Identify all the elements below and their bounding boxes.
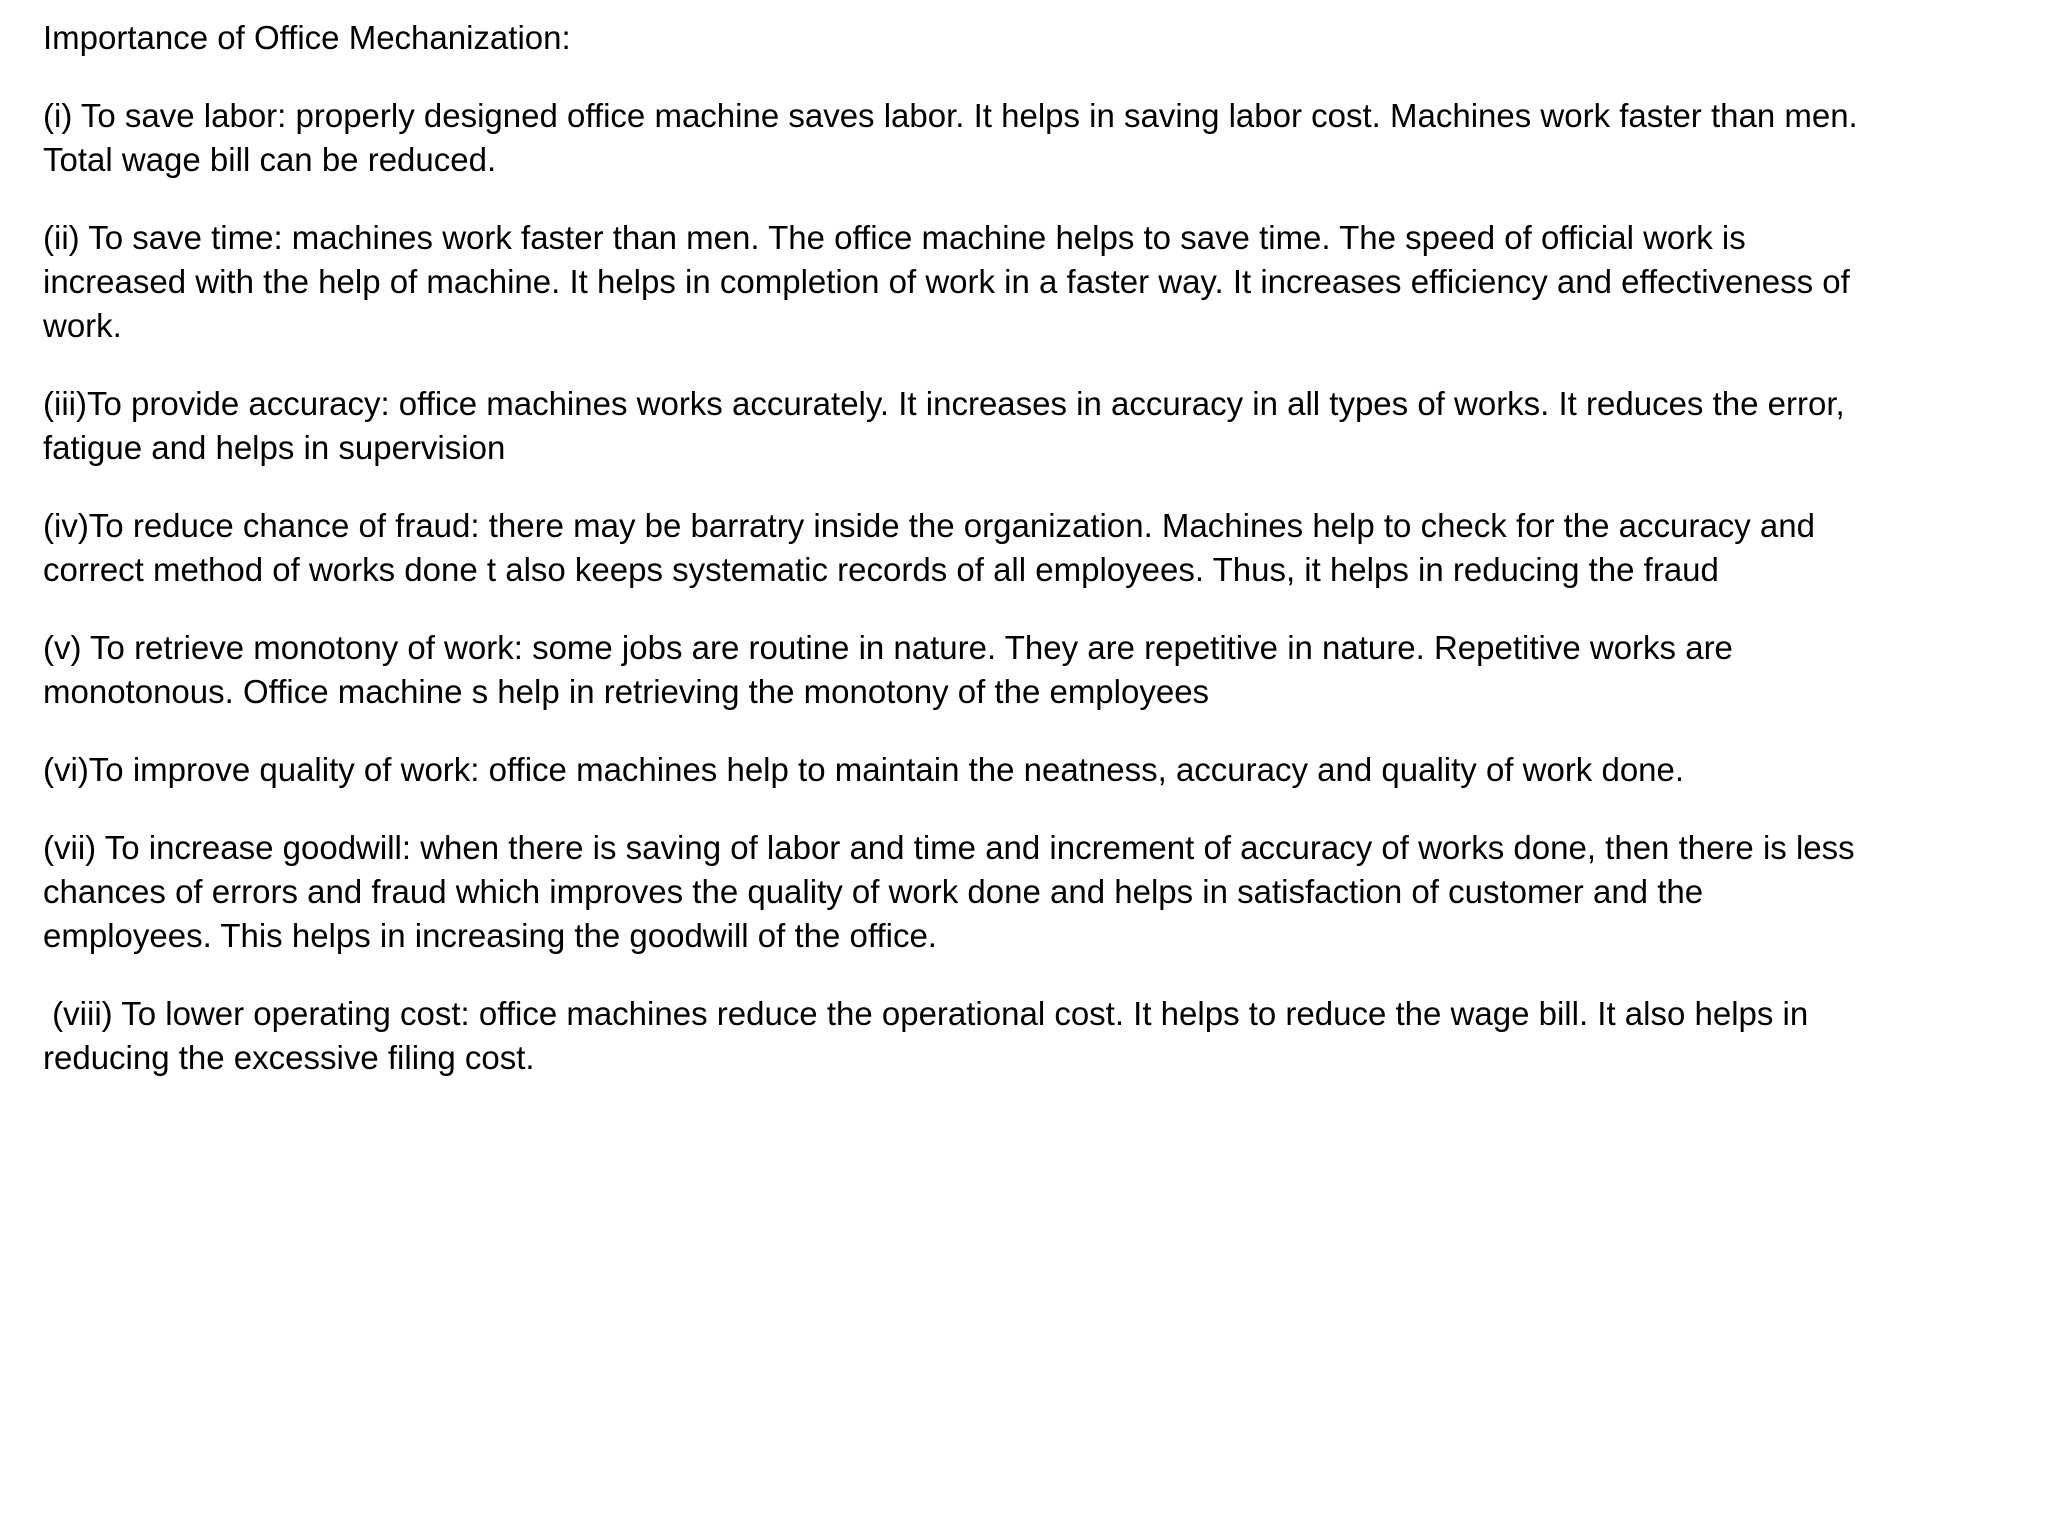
point-line: monotonous. Office machine s help in retrieving the monotony of the employees [43,673,1210,710]
point-line: (i) To save labor: properly designed office machine saves labor. It helps in saving labor cost. Machines work faster than men. [43,97,1858,134]
point-line: (vi)To improve quality of work: office machines help to maintain the neatness, accuracy and quality of work done. [43,751,1685,788]
points-list [43,94,2008,1080]
point-paragraph [43,992,2008,1080]
point-line: Total wage bill can be reduced. [43,141,497,178]
point-line: employees. This helps in increasing the goodwill of the office. [43,917,937,954]
point-paragraph [43,94,2008,182]
point-line: (vii) To increase goodwill: when there is saving of labor and time and increment of accuracy of works done, then there is less [43,829,1855,866]
point-paragraph [43,626,2008,714]
point-line: chances of errors and fraud which improves the quality of work done and helps in satisfaction of customer and the [43,873,1704,910]
point-line: (v) To retrieve monotony of work: some jobs are routine in nature. They are repetitive in nature. Repetitive works are [43,629,1733,666]
point-line: (iii)To provide accuracy: office machines works accurately. It increases in accuracy in all types of works. It reduces the error, [43,385,1845,422]
point-line: reducing the excessive filing cost. [43,1039,535,1076]
point-line: (viii) To lower operating cost: office machines reduce the operational cost. It helps to reduce the wage bill. It also helps in [43,995,1809,1032]
point-line: increased with the help of machine. It helps in completion of work in a faster way. It increases efficiency and effectiveness of [43,263,1850,300]
point-line: fatigue and helps in supervision [43,429,506,466]
point-paragraph [43,504,2008,592]
point-line: (ii) To save time: machines work faster than men. The office machine helps to save time. The speed of official work is [43,219,1746,256]
point-paragraph [43,216,2008,348]
page-title: Importance of Office Mechanization: [43,19,571,56]
point-line: work. [43,307,122,344]
point-paragraph [43,748,2008,792]
point-paragraph [43,826,2008,958]
point-line: (iv)To reduce chance of fraud: there may be barratry inside the organization. Machines help to check for the accuracy and [43,507,1815,544]
point-line: correct method of works done t also keeps systematic records of all employees. Thus, it helps in reducing the fraud [43,551,1719,588]
point-paragraph [43,382,2008,470]
